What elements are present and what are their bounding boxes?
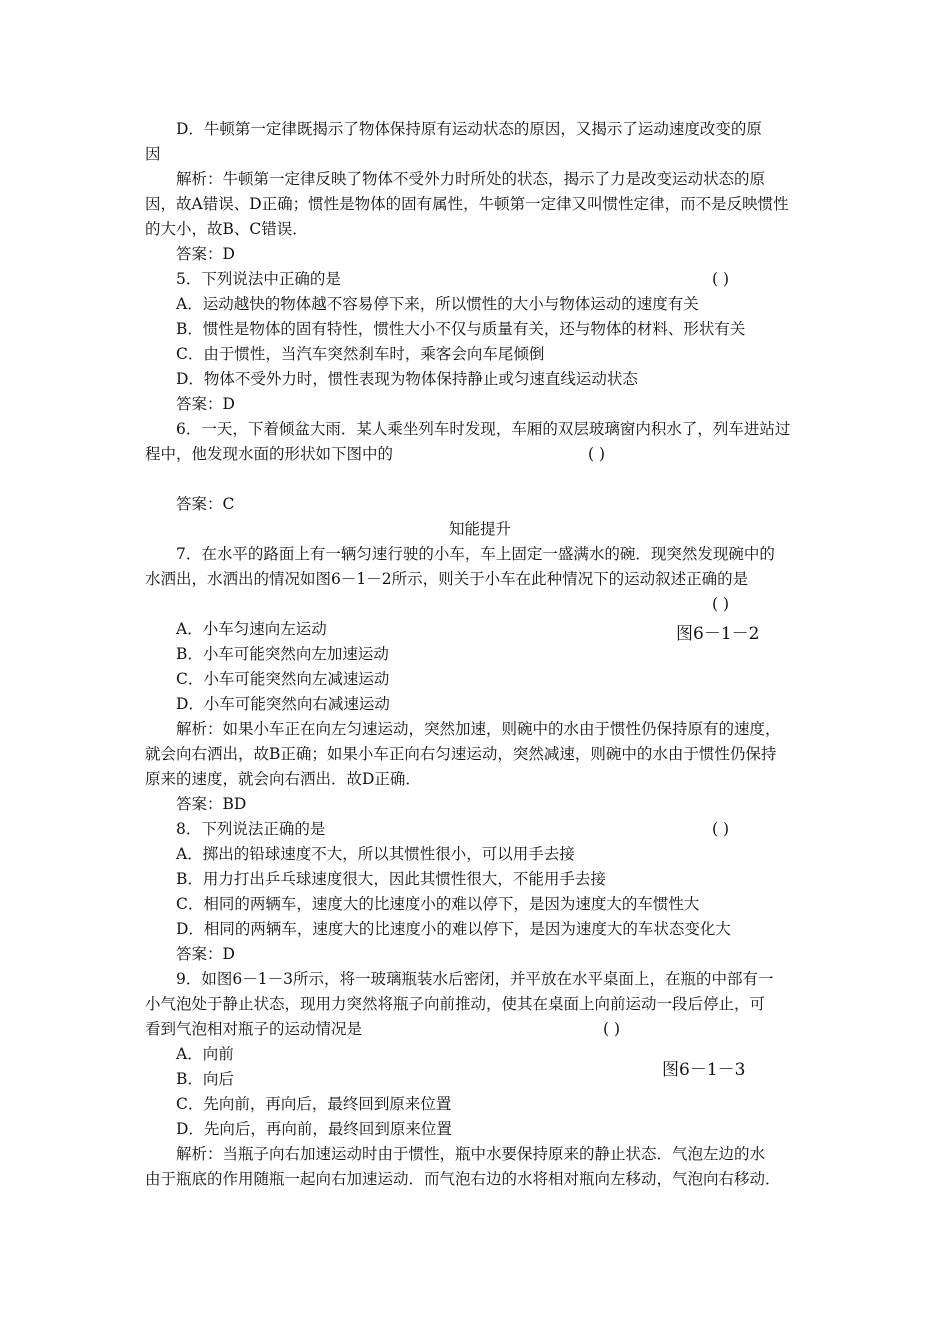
- q4-answer: 答案：D: [176, 245, 235, 263]
- q8-stem: 8．下列说法正确的是: [176, 820, 326, 838]
- q6-stem-line1: 6．一天，下着倾盆大雨．某人乘坐列车时发现，车厢的双层玻璃窗内积水了，列车进站过: [176, 420, 791, 438]
- q7-analysis-line2: 就会向右洒出，故B正确；如果小车正向右匀速运动，突然减速，则碗中的水由于惯性仍保持: [145, 745, 777, 763]
- q8-option-b: B．用力打出乒乓球速度很大，因此其惯性很大，不能用手去接: [176, 870, 606, 888]
- q6-answer: 答案：C: [176, 495, 235, 513]
- q7-option-a: A．小车匀速向左运动: [176, 620, 327, 638]
- figure-label-6-1-2: 图6－1－2: [676, 624, 760, 644]
- q7-analysis-line1: 解析：如果小车正在向左匀速运动，突然加速，则碗中的水由于惯性仍保持原有的速度，: [176, 720, 781, 738]
- q5-option-a: A．运动越快的物体越不容易停下来，所以惯性的大小与物体运动的速度有关: [176, 295, 699, 313]
- q7-stem-line1: 7．在水平的路面上有一辆匀速行驶的小车，车上固定一盛满水的碗．现突然发现碗中的: [176, 545, 775, 563]
- q9-option-c: C．先向前，再向后，最终回到原来位置: [176, 1095, 452, 1113]
- q9-option-a: A．向前: [176, 1045, 234, 1063]
- q8-answer: 答案：D: [176, 945, 235, 963]
- figure-label-6-1-3: 图6－1－3: [662, 1060, 746, 1080]
- q8-answer-paren: ( ): [712, 820, 730, 838]
- q5-option-c: C．由于惯性，当汽车突然刹车时，乘客会向车尾倾倒: [176, 345, 545, 363]
- q7-option-c: C．小车可能突然向左减速运动: [176, 670, 390, 688]
- q9-option-b: B．向后: [176, 1070, 234, 1088]
- q9-stem-line1: 9．如图6－1－3所示，将一玻璃瓶装水后密闭，并平放在水平桌面上，在瓶的中部有一: [176, 970, 774, 988]
- q5-option-b: B．惯性是物体的固有特性，惯性大小不仅与质量有关，还与物体的材料、形状有关: [176, 320, 746, 338]
- q9-answer-paren: ( ): [603, 1020, 621, 1038]
- q6-stem-line2: 程中，他发现水面的形状如下图中的: [145, 445, 394, 463]
- q4-analysis-line3: 的大小，故B、C错误．: [145, 220, 308, 238]
- q6-answer-paren: ( ): [588, 445, 606, 463]
- q8-option-d: D．相同的两辆车，速度大的比速度小的难以停下，是因为速度大的车状态变化大: [176, 920, 731, 938]
- q7-stem-line2: 水洒出，水洒出的情况如图6－1－2所示，则关于小车在此种情况下的运动叙述正确的是: [145, 570, 749, 588]
- q9-stem-line2: 小气泡处于静止状态，现用力突然将瓶子向前推动，使其在桌面上向前运动一段后停止，可: [145, 995, 766, 1013]
- q5-answer: 答案：D: [176, 395, 235, 413]
- q9-stem-line3: 看到气泡相对瓶子的运动情况是: [145, 1020, 363, 1038]
- q7-answer: 答案：BD: [176, 795, 247, 813]
- q4-analysis-line1: 解析：牛顿第一定律反映了物体不受外力时所处的状态，揭示了力是改变运动状态的原: [176, 170, 766, 188]
- q5-answer-paren: ( ): [712, 270, 730, 288]
- q7-option-b: B．小车可能突然向左加速运动: [176, 645, 389, 663]
- q5-stem: 5．下列说法中正确的是: [176, 270, 341, 288]
- q7-option-d: D．小车可能突然向右减速运动: [176, 695, 390, 713]
- q9-analysis-line2: 由于瓶底的作用随瓶一起向右加速运动．而气泡右边的水将相对瓶向左移动，气泡向右移动．: [145, 1170, 781, 1188]
- q7-answer-paren: ( ): [712, 595, 730, 613]
- q4-option-d-line1: D．牛顿第一定律既揭示了物体保持原有运动状态的原因，又揭示了运动速度改变的原: [176, 120, 762, 138]
- q8-option-a: A．掷出的铅球速度不大，所以其惯性很小，可以用手去接: [176, 845, 575, 863]
- section-title: 知能提升: [448, 520, 511, 538]
- q4-analysis-line2: 因，故A错误、D正确；惯性是物体的固有属性，牛顿第一定律又叫惯性定律，而不是反映惯性: [145, 195, 789, 213]
- q9-analysis-line1: 解析：当瓶子向右加速运动时由于惯性，瓶中水要保持原来的静止状态．气泡左边的水: [176, 1145, 766, 1163]
- q5-option-d: D．物体不受外力时，惯性表现为物体保持静止或匀速直线运动状态: [176, 370, 638, 388]
- q7-analysis-line3: 原来的速度，就会向右洒出．故D正确．: [145, 770, 421, 788]
- q8-option-c: C．相同的两辆车，速度大的比速度小的难以停下，是因为速度大的车惯性大: [176, 895, 700, 913]
- q9-option-d: D．先向后，再向前，最终回到原来位置: [176, 1120, 452, 1138]
- q4-option-d-line2: 因: [145, 145, 161, 163]
